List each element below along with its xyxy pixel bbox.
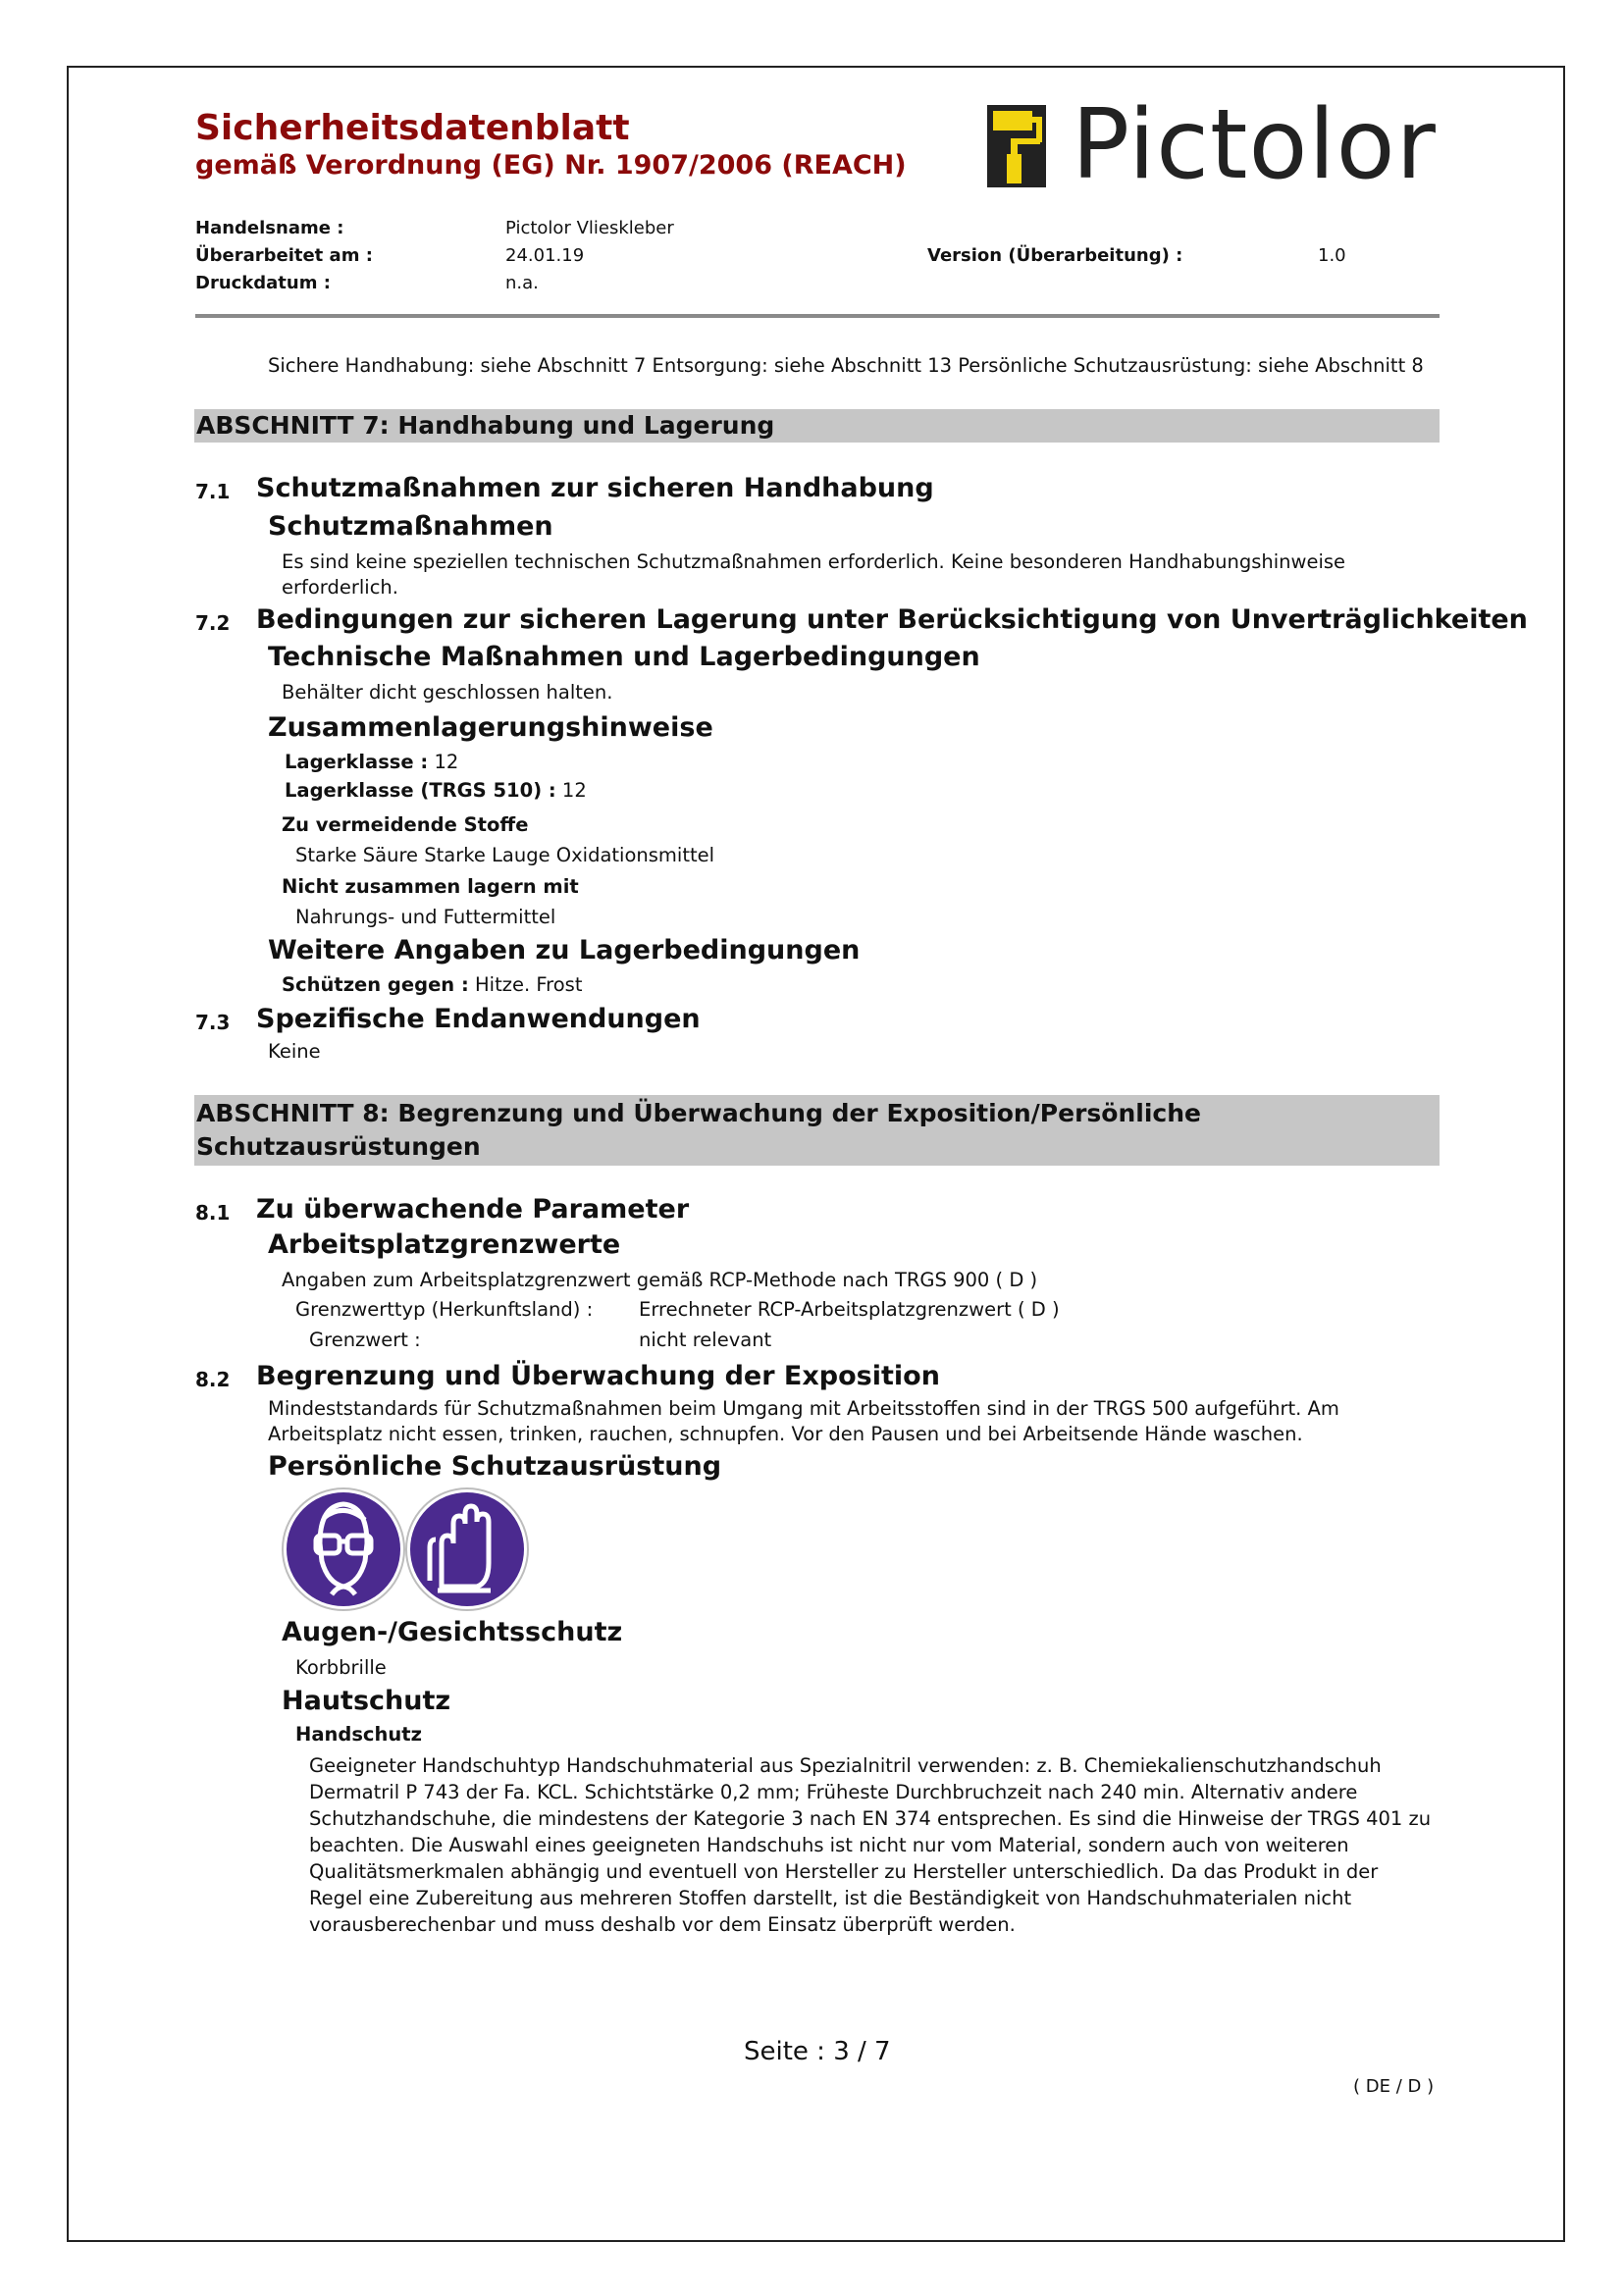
section-8-1-title: Zu überwachende Parameter	[256, 1194, 690, 1225]
hand-text-line-7: vorausberechenbar und muss deshalb vor dem Einsatz überprüft werden.	[309, 1913, 1016, 1936]
logo-wordmark: Pictolor	[1072, 89, 1437, 201]
grenzwert-value: nicht relevant	[639, 1329, 772, 1351]
hand-text-line-3: Schutzhandschuhe, die mindestens der Kategorie 3 nach EN 374 entsprechen. Es sind die Hinweise der TRGS 401 zu	[309, 1807, 1432, 1830]
section-8-1-text: Angaben zum Arbeitsplatzgrenzwert gemäß RCP-Methode nach TRGS 900 ( D )	[282, 1269, 1038, 1291]
section-7-2-title: Bedingungen zur sicheren Lagerung unter Berücksichtigung von Unverträglichkeiten	[256, 604, 1528, 635]
section-7-3-number: 7.3	[195, 1011, 231, 1034]
document-subtitle: gemäß Verordnung (EG) Nr. 1907/2006 (REACH)	[195, 150, 907, 181]
augen-title: Augen-/Gesichtsschutz	[282, 1617, 623, 1647]
section-7-3-text: Keine	[268, 1040, 321, 1063]
section-7-2-number: 7.2	[195, 611, 231, 635]
handelsname-value: Pictolor Vlieskleber	[505, 218, 674, 238]
schuetzen-gegen-value: Hitze. Frost	[474, 973, 583, 996]
section-8-2-number: 8.2	[195, 1368, 231, 1391]
section-7-1-title: Schutzmaßnahmen zur sicheren Handhabung	[256, 473, 934, 503]
grenzwert-label: Grenzwert :	[309, 1329, 421, 1351]
version-value: 1.0	[1318, 245, 1346, 266]
section-7-1-subtitle: Schutzmaßnahmen	[268, 511, 553, 542]
haut-title: Hautschutz	[282, 1686, 451, 1716]
intro-line: Sichere Handhabung: siehe Abschnitt 7 Entsorgung: siehe Abschnitt 13 Persönliche Schutzausrüstung: siehe Abschnitt 8	[268, 354, 1424, 377]
section-8-1-subtitle: Arbeitsplatzgrenzwerte	[268, 1229, 621, 1260]
section-7-1-text-line1: Es sind keine speziellen technischen Schutzmaßnahmen erforderlich. Keine besonderen Handhabungshinweise	[282, 550, 1346, 573]
druckdatum-value: n.a.	[505, 273, 539, 293]
schuetzen-gegen-label: Schützen gegen :	[282, 973, 469, 996]
ueberarbeitet-value: 24.01.19	[505, 245, 585, 266]
section-8-heading	[194, 1095, 1440, 1166]
grenzwerttyp-value: Errechneter RCP-Arbeitsplatzgrenzwert ( D )	[639, 1298, 1060, 1321]
druckdatum-label: Druckdatum :	[195, 273, 331, 293]
section-8-2-text-line2: Arbeitsplatz nicht essen, trinken, rauchen, schnupfen. Vor den Pausen und bei Arbeitsende Hände waschen.	[268, 1423, 1303, 1445]
section-8-heading-line1: ABSCHNITT 8: Begrenzung und Überwachung der Exposition/Persönliche	[196, 1099, 1201, 1127]
section-8-heading-line2: Schutzausrüstungen	[196, 1132, 481, 1161]
zu-vermeidende-stoffe-label: Zu vermeidende Stoffe	[282, 813, 529, 836]
hand-text-line-6: Regel eine Zubereitung aus mehreren Stoffen darstellt, ist die Beständigkeit von Handschuhmaterialen nicht	[309, 1887, 1352, 1909]
lagerklasse-label: Lagerklasse :	[285, 751, 429, 773]
hand-text-line-2: Dermatril P 743 der Fa. KCL. Schichtstärke 0,2 mm; Früheste Durchbruchzeit nach 240 min. Alternativ andere	[309, 1781, 1358, 1803]
hand-title: Handschutz	[295, 1723, 422, 1746]
section-7-3-title: Spezifische Endanwendungen	[256, 1004, 701, 1034]
lagerklasse-row	[285, 751, 458, 773]
page-number: Seite : 3 / 7	[744, 2037, 891, 2066]
lagerklasse-trgs-label: Lagerklasse (TRGS 510) :	[285, 779, 556, 802]
section-7-1-text-line2: erforderlich.	[282, 576, 398, 599]
header-divider	[195, 314, 1440, 318]
pictolor-logo	[985, 89, 1484, 201]
handelsname-label: Handelsname :	[195, 218, 344, 238]
hand-text-line-5: Qualitätsmerkmalen abhängig und eventuell von Hersteller zu Hersteller unterschiedlich. Da das Produkt in der	[309, 1860, 1379, 1883]
grenzwerttyp-label: Grenzwerttyp (Herkunftsland) :	[295, 1298, 594, 1321]
language-code: ( DE / D )	[1353, 2076, 1435, 2097]
hand-protection-icon	[406, 1488, 528, 1610]
schuetzen-gegen-row	[282, 973, 582, 996]
lagerklasse-value: 12	[434, 751, 459, 773]
section-8-2-text-line1: Mindeststandards für Schutzmaßnahmen beim Umgang mit Arbeitsstoffen sind in der TRGS 500 aufgeführt. Am	[268, 1397, 1339, 1420]
section-7-2-subtitle-2: Zusammenlagerungshinweise	[268, 712, 713, 743]
nicht-zusammen-lagern-text: Nahrungs- und Futtermittel	[295, 906, 556, 928]
document-title: Sicherheitsdatenblatt	[195, 108, 630, 148]
psa-title: Persönliche Schutzausrüstung	[268, 1451, 722, 1482]
eye-protection-icon	[283, 1488, 404, 1610]
augen-text: Korbbrille	[295, 1656, 387, 1679]
lagerklasse-trgs-value: 12	[561, 779, 587, 802]
hand-text-line-1: Geeigneter Handschuhtyp Handschuhmaterial aus Spezialnitril verwenden: z. B. Chemiekalienschutzhandschuh	[309, 1754, 1382, 1777]
section-7-2-subtitle-1-text: Behälter dicht geschlossen halten.	[282, 681, 613, 704]
zu-vermeidende-stoffe-text: Starke Säure Starke Lauge Oxidationsmittel	[295, 844, 715, 866]
section-8-2-title: Begrenzung und Überwachung der Exposition	[256, 1361, 940, 1391]
section-7-heading: ABSCHNITT 7: Handhabung und Lagerung	[194, 409, 1440, 443]
lagerklasse-trgs-row	[285, 779, 587, 802]
hand-text-line-4: beachten. Die Auswahl eines geeigneten Handschuhs ist nicht nur vom Material, sondern auch von weiteren	[309, 1834, 1349, 1856]
section-7-2-subtitle-3: Weitere Angaben zu Lagerbedingungen	[268, 935, 861, 965]
version-label: Version (Überarbeitung) :	[927, 245, 1183, 266]
section-7-2-subtitle-1: Technische Maßnahmen und Lagerbedingungen	[268, 642, 980, 672]
ueberarbeitet-label: Überarbeitet am :	[195, 245, 373, 266]
nicht-zusammen-lagern-label: Nicht zusammen lagern mit	[282, 875, 579, 898]
ppe-pictograms	[281, 1485, 530, 1614]
section-7-1-number: 7.1	[195, 480, 231, 503]
section-8-1-number: 8.1	[195, 1201, 231, 1225]
